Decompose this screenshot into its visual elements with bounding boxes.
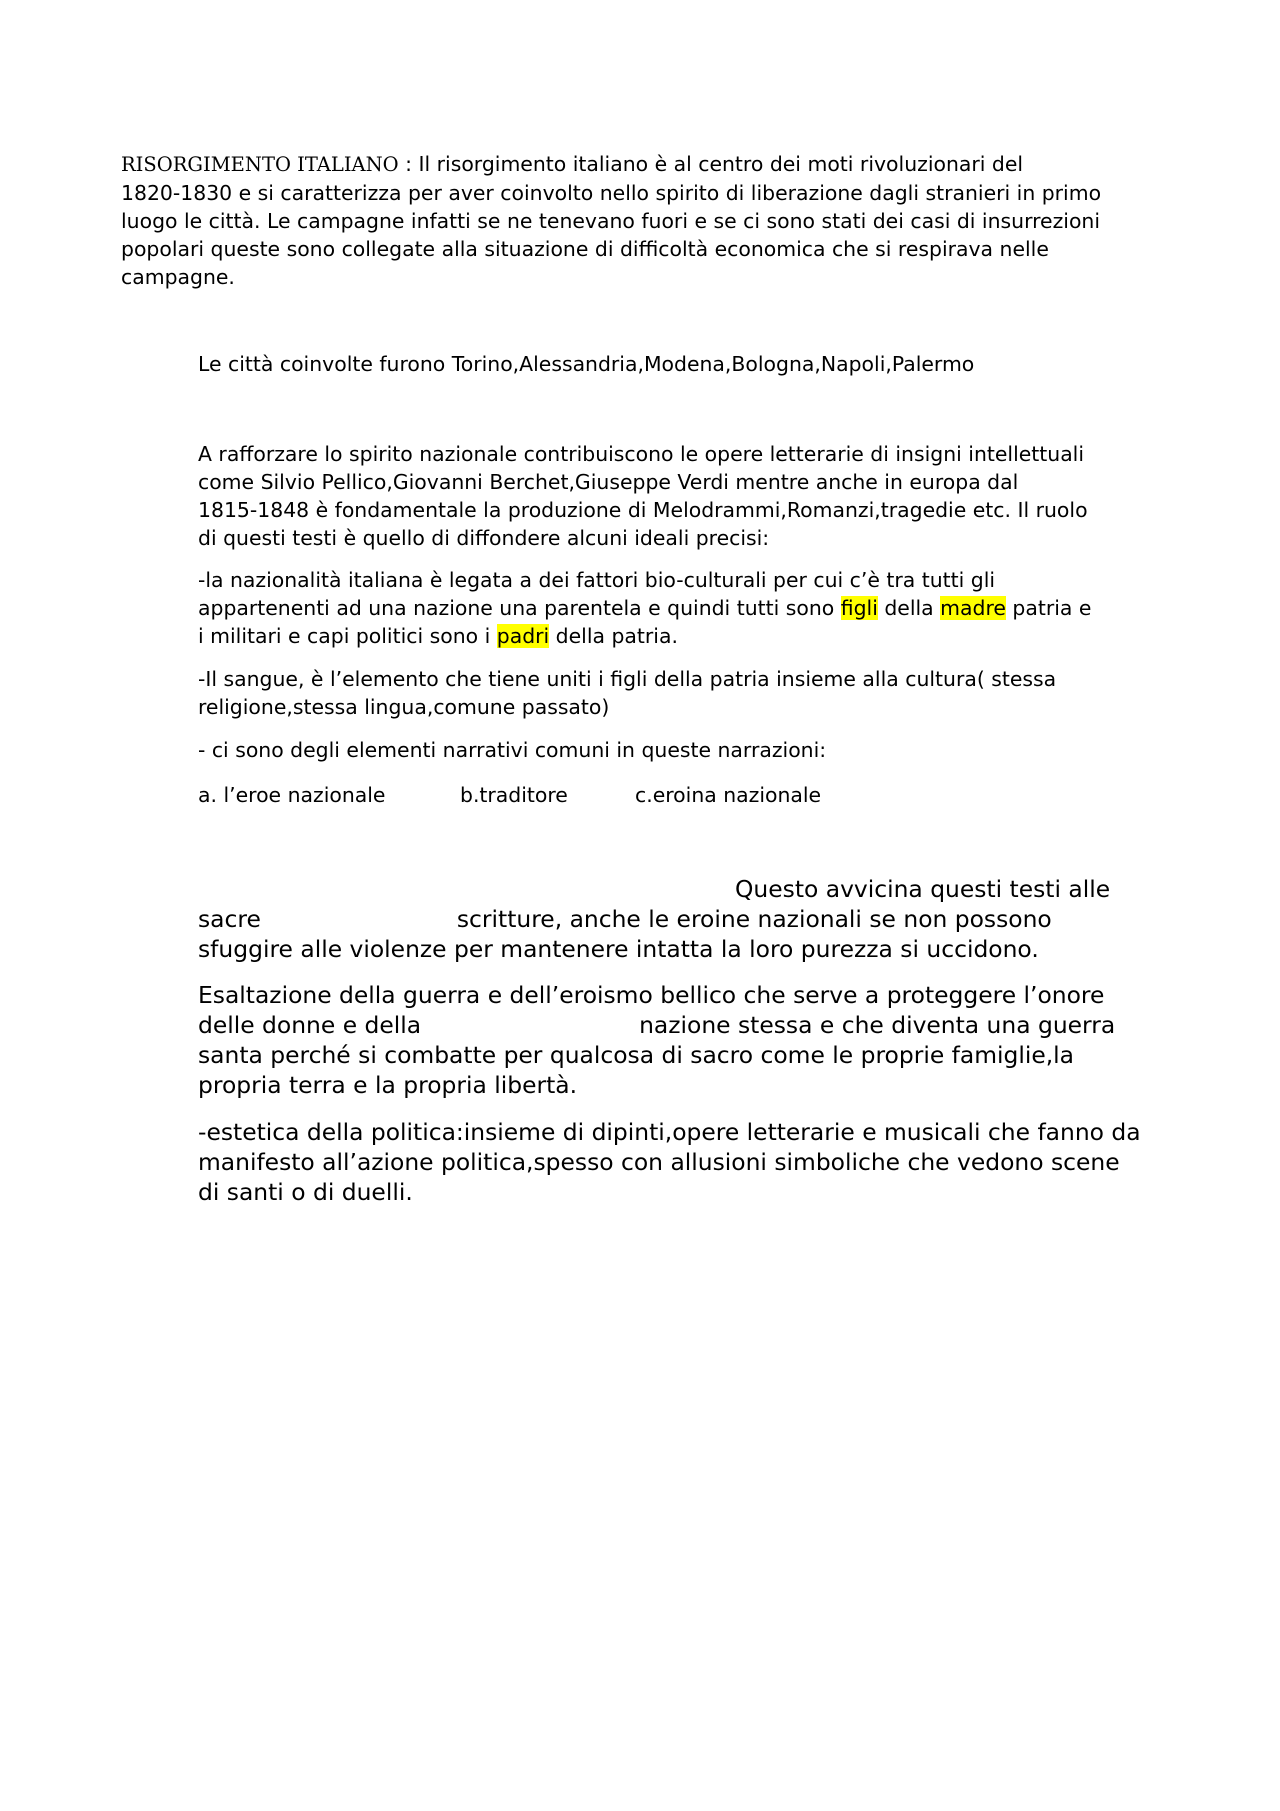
war-paragraph [198, 980, 1115, 1100]
nationality-line-2 [198, 594, 1091, 622]
nationality-line-3 [198, 622, 1091, 650]
intro-line-3: luogo le città. Le campagne infatti se ne tenevano fuori e se ci sono stati dei casi di insurrezioni [121, 209, 1101, 233]
aesthetics-line-2: manifesto all’azione politica,spesso con allusioni simboliche che vedono scene [198, 1148, 1120, 1176]
war-line-3: santa perché si combatte per qualcosa di sacro come le proprie famiglie,la [198, 1041, 1075, 1069]
nationality-text: della [877, 596, 941, 620]
intro-line-2: 1820-1830 e si caratterizza per aver coinvolto nello spirito di liberazione dagli stranieri in primo [121, 181, 1102, 205]
narrative-item-c: c.eroina nazionale [635, 783, 822, 807]
narrative-item-a: a. l’eroe nazionale [198, 783, 386, 807]
intro-line-1 [121, 150, 1101, 179]
intro-line-5: campagne. [121, 265, 235, 289]
blood-line-1: -Il sangue, è l’elemento che tiene uniti i figli della patria insieme alla cultura( stessa [198, 667, 1057, 691]
spirit-line-1: A rafforzare lo spirito nazionale contribuiscono le opere letterarie di insigni intellettuali [198, 442, 1085, 466]
intro-line-4: popolari queste sono collegate alla situazione di difficoltà economica che si respirava nelle [121, 237, 1049, 261]
war-text-2a: delle donne e della [198, 1011, 422, 1039]
spirit-line-3: 1815-1848 è fondamentale la produzione di Melodrammi,Romanzi,tragedie etc. Il ruolo [198, 498, 1088, 522]
blood-line-2: religione,stessa lingua,comune passato) [198, 695, 610, 719]
cities-paragraph: Le città coinvolte furono Torino,Alessandria,Modena,Bologna,Napoli,Palermo [198, 352, 975, 376]
intro-heading: RISORGIMENTO ITALIANO [121, 153, 399, 176]
nationality-text: patria e [1005, 596, 1092, 620]
highlight-padri: padri [496, 624, 550, 648]
nationality-line-1: -la nazionalità italiana è legata a dei fattori bio-culturali per cui c’è tra tutti gli [198, 568, 996, 592]
highlight-figli: figli [840, 596, 878, 620]
scriptures-paragraph [198, 874, 1110, 964]
war-text-2b: nazione stessa e che diventa una guerra [639, 1011, 1116, 1039]
highlight-madre: madre [940, 596, 1006, 620]
scriptures-line-2 [198, 904, 1110, 934]
spirit-line-2: come Silvio Pellico,Giovanni Berchet,Giuseppe Verdi mentre anche in europa dal [198, 470, 1019, 494]
scriptures-line-1 [198, 874, 1110, 904]
war-line-2 [198, 1010, 1115, 1040]
nationality-text: i militari e capi politici sono i [198, 624, 497, 648]
scriptures-text-1: Questo avvicina questi testi alle [735, 875, 1111, 903]
nationality-text: della patria. [549, 624, 678, 648]
narrative-intro: - ci sono degli elementi narrativi comuni in queste narrazioni: [198, 738, 827, 762]
aesthetics-line-1: -estetica della politica:insieme di dipinti,opere letterarie e musicali che fanno da [198, 1118, 1141, 1146]
war-line-1: Esaltazione della guerra e dell’eroismo bellico che serve a proteggere l’onore [198, 981, 1105, 1009]
scriptures-line-3: sfuggire alle violenze per mantenere intatta la loro purezza si uccidono. [198, 935, 1039, 963]
blood-paragraph [198, 665, 1056, 721]
aesthetics-line-3: di santi o di duelli. [198, 1178, 413, 1206]
spirit-paragraph [198, 440, 1088, 552]
war-line-4: propria terra e la propria libertà. [198, 1071, 578, 1099]
aesthetics-paragraph [198, 1117, 1141, 1207]
intro-separator: : [398, 152, 419, 176]
scriptures-word-sacre: sacre [198, 905, 261, 933]
intro-paragraph [121, 150, 1101, 291]
scriptures-text-2: scritture, anche le eroine nazionali se non possono [456, 905, 1052, 933]
intro-text-1: Il risorgimento italiano è al centro dei moti rivoluzionari del [418, 152, 1024, 176]
nationality-paragraph [198, 566, 1091, 650]
narrative-item-b: b.traditore [460, 783, 568, 807]
spirit-line-4: di questi testi è quello di diffondere alcuni ideali precisi: [198, 526, 770, 550]
narrative-items [198, 781, 898, 809]
nationality-text: appartenenti ad una nazione una parentela e quindi tutti sono [198, 596, 841, 620]
